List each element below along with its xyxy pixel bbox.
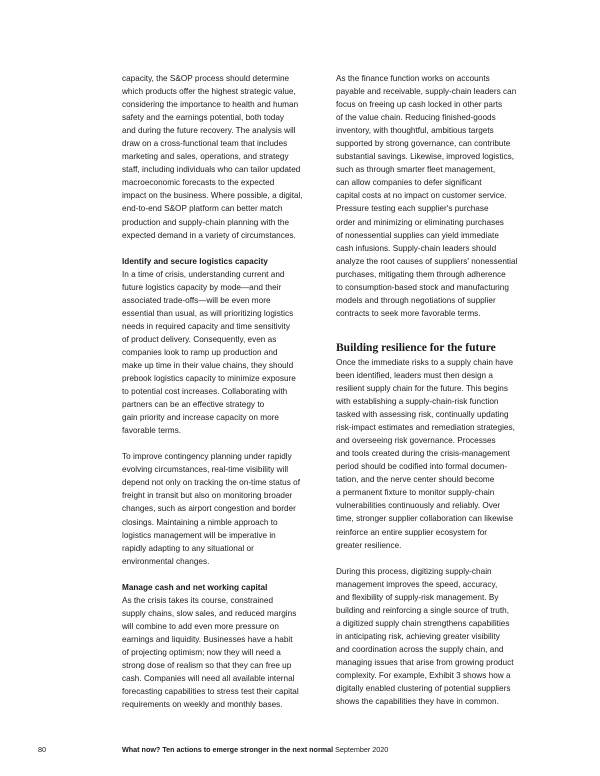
text-line: changes, such as airport congestion and border (122, 504, 296, 514)
text-line: and during the future recovery. The analysis will (122, 126, 296, 136)
text-line: can allow companies to defer significant (336, 178, 482, 188)
text-line: impact on the business. Where possible, a digital, (122, 191, 303, 201)
left-column (122, 72, 346, 711)
footer (122, 745, 388, 754)
paragraph-cash (122, 594, 346, 711)
text-line: production and supply-chain planning with the (122, 217, 290, 227)
paragraph-finance (336, 72, 548, 320)
text-line: models and through negotiations of supplier (336, 295, 496, 305)
text-line: future logistics capacity by mode—and their (122, 282, 282, 292)
text-line: supported by strong governance, can contribute (336, 139, 511, 149)
text-line: shows the capabilities they have in common. (336, 697, 499, 707)
text-line: complexity. For example, Exhibit 3 shows how a (336, 670, 511, 680)
text-line: make up time in their value chains, they should (122, 360, 294, 370)
text-line: focus on freeing up cash locked in other parts (336, 100, 503, 110)
footer-date: September 2020 (335, 745, 389, 754)
text-line: prebook logistics capacity to minimize exposure (122, 374, 296, 384)
text-line: cash. Companies will need all available internal (122, 674, 295, 684)
text-line: logistics management will be imperative in (122, 530, 276, 540)
text-line: considering the importance to health and human (122, 100, 299, 110)
text-line: such as through smarter fleet management, (336, 165, 496, 175)
text-line: analyze the root causes of suppliers' nonessential (336, 256, 518, 266)
text-line: needs in required capacity and time sensitivity (122, 321, 290, 331)
text-line: management improves the speed, accuracy, (336, 579, 498, 589)
text-line: marketing and sales, operations, and strategy (122, 152, 289, 162)
text-line: risk-impact estimates and remediation strategies, (336, 423, 515, 433)
text-line: rapidly adapting to any situational or (122, 543, 254, 553)
text-line: to consumption-based stock and manufacturing (336, 282, 509, 292)
text-line: draw on a cross-functional team that includes (122, 139, 288, 149)
text-line: substantial savings. Likewise, improved logistics, (336, 152, 515, 162)
text-line: greater resilience. (336, 540, 402, 550)
text-line: to potential cost increases. Collaborating with (122, 387, 288, 397)
heading-cash-management: Manage cash and net working capital (122, 582, 268, 592)
text-line: digitally enabled clustering of potential suppliers (336, 684, 511, 694)
text-line: in anticipating risk, achieving greater visibility (336, 631, 500, 641)
text-line: of nonessential supplies can yield immediate (336, 230, 499, 240)
text-line: cash infusions. Supply-chain leaders should (336, 243, 497, 253)
text-line: strong dose of realism so that they can free up (122, 660, 292, 670)
text-line: and tools created during the crisis-management (336, 449, 510, 459)
text-line: of the value chain. Reducing finished-goods (336, 113, 496, 123)
text-line: of product delivery. Consequently, even as (122, 334, 277, 344)
text-line: managing issues that arise from growing product (336, 657, 514, 667)
text-line: evolving circumstances, real-time visibility will (122, 465, 289, 475)
paragraph-resilience (336, 356, 548, 552)
text-line: requirements on weekly and monthly bases. (122, 700, 283, 710)
text-line: a digitized supply chain strengthens capabilities (336, 618, 510, 628)
text-line: closings. Maintaining a nimble approach to (122, 517, 278, 527)
text-line: time, stronger supplier collaboration can likewise (336, 514, 514, 524)
footer-publication-title: What now? Ten actions to emerge stronger in the next normal (122, 745, 334, 754)
text-line: earnings and liquidity. Businesses have a habit (122, 634, 293, 644)
text-line: companies look to ramp up production and (122, 347, 278, 357)
text-line: safety and the earnings potential, both today (122, 113, 285, 123)
text-line: In a time of crisis, understanding current and (122, 269, 285, 279)
text-line: a permanent fixture to monitor supply-chain (336, 488, 495, 498)
paragraph-sop (122, 72, 346, 242)
text-line: During this process, digitizing supply-chain (336, 566, 492, 576)
text-line: favorable terms. (122, 426, 182, 436)
text-line: purchases, mitigating them through adherence (336, 269, 506, 279)
page-number: 80 (38, 745, 46, 754)
text-line: As the finance function works on accounts (336, 74, 490, 83)
text-line: building and reinforcing a single source of truth, (336, 605, 510, 615)
text-line: reinforce an entire supplier ecosystem for (336, 527, 488, 537)
text-line: and overseeing risk governance. Processes (336, 436, 496, 446)
text-line: Pressure testing each supplier's purchase (336, 204, 489, 214)
paragraph-logistics (122, 268, 346, 438)
text-line: expected demand in a variety of circumstances. (122, 230, 296, 240)
text-line: To improve contingency planning under rapidly (122, 452, 292, 462)
text-line: end-to-end S&OP platform can better match (122, 204, 283, 214)
text-line: essential than usual, as will prioritizing logistics (122, 308, 294, 318)
heading-logistics-capacity: Identify and secure logistics capacity (122, 256, 268, 266)
text-line: of projecting optimism; now they will need a (122, 647, 281, 657)
text-line: tation, and the nerve center should become (336, 475, 495, 485)
text-line: Once the immediate risks to a supply chain have (336, 357, 514, 367)
text-line: staff, including individuals who can tailor updated (122, 165, 301, 175)
text-line: and flexibility of supply-risk management. By (336, 592, 499, 602)
paragraph-digitizing (336, 565, 548, 709)
text-line: resilient supply chain for the future. This begins (336, 383, 508, 393)
text-line: associated trade-offs—will be even more (122, 295, 271, 305)
text-line: gain priority and increase capacity on more (122, 413, 279, 423)
text-line: supply chains, slow sales, and reduced margins (122, 608, 297, 618)
paragraph-contingency (122, 450, 346, 567)
text-line: vulnerabilities continuously and reliably. Over (336, 501, 501, 511)
text-line: inventory, with thoughtful, ambitious targets (336, 126, 494, 136)
text-line: tasked with assessing risk, continually updating (336, 410, 509, 420)
text-line: with establishing a supply-chain-risk function (336, 397, 499, 407)
right-column (336, 72, 548, 708)
text-line: payable and receivable, supply-chain leaders can (336, 87, 517, 97)
text-line: freight in transit but also on monitoring broader (122, 491, 293, 501)
text-line: order and minimizing or eliminating purchases (336, 217, 504, 227)
text-line: contracts to seek more favorable terms. (336, 308, 481, 318)
text-line: forecasting capabilities to stress test their capital (122, 687, 299, 697)
text-line: capital costs at no impact on customer service. (336, 191, 507, 201)
text-line: and coordination across the supply chain, and (336, 644, 504, 654)
text-line: capacity, the S&OP process should determine (122, 74, 290, 83)
text-line: environmental changes. (122, 556, 210, 566)
text-line: which products offer the highest strategic value, (122, 87, 296, 97)
text-line: will combine to add even more pressure on (122, 621, 279, 631)
text-line: macroeconomic forecasts to the expected (122, 178, 275, 188)
text-line: depend not only on tracking the on-time status of (122, 478, 301, 488)
text-line: As the crisis takes its course, constrained (122, 595, 274, 605)
heading-building-resilience: Building resilience for the future (336, 341, 496, 354)
text-line: been identified, leaders must then design a (336, 370, 493, 380)
text-line: period should be codified into formal documen- (336, 462, 508, 472)
text-line: partners can be an effective strategy to (122, 400, 265, 410)
